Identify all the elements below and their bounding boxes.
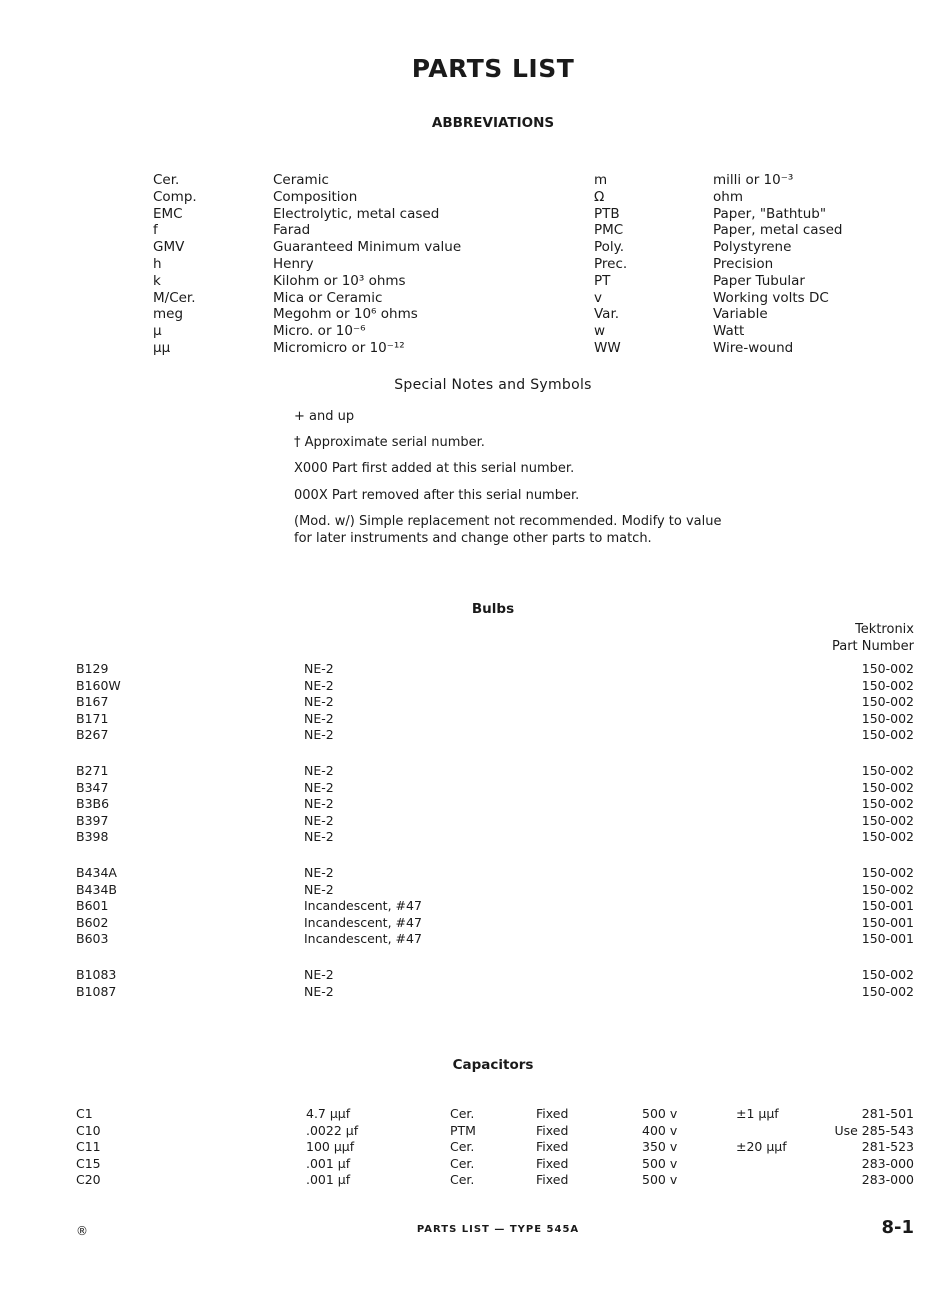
capacitor-part-number: 283-000 [861,1172,914,1188]
page-title: PARTS LIST [411,54,575,83]
bulb-part-number: 150-002 [861,694,914,709]
bulb-row [76,898,914,915]
column-header-part-number: Part Number [831,639,914,654]
capacitor-mode: Fixed [536,1155,569,1171]
special-notes-heading: Special Notes and Symbols [394,377,592,393]
bulb-row [76,711,914,728]
capacitor-mode: Fixed [536,1139,569,1155]
abbreviation-meaning: Variable [713,306,768,323]
note-mod-line-2: for later instruments and change other parts to match. [294,531,652,546]
capacitor-volts: 500 v [642,1106,678,1121]
abbreviation-meaning: Megohm or 10⁶ ohms [273,306,418,323]
page-number: 8-1 [881,1217,914,1238]
abbreviation-meaning: milli or 10⁻³ [713,172,794,188]
bulb-description: NE-2 [304,763,334,778]
note-part-added: X000 Part first added at this serial number. [294,461,575,476]
capacitor-mode: Fixed [536,1172,569,1188]
capacitor-value: .001 µf [306,1172,351,1188]
abbreviation-meaning: Electrolytic, metal cased [273,205,440,222]
bulb-ref: B603 [76,931,109,946]
bulb-row [76,763,914,780]
capacitor-mode: Fixed [536,1122,569,1138]
abbreviation-meaning: Henry [273,256,314,272]
bulb-row [76,865,914,882]
bulb-description: NE-2 [304,677,334,693]
abbreviation-term: PMC [594,222,624,239]
capacitor-row [76,1139,914,1156]
abbreviation-meaning: ohm [713,188,743,205]
bulb-ref: B3B6 [76,796,110,811]
bulb-description: Incandescent, #47 [304,898,422,913]
bulb-part-number: 150-002 [861,763,914,778]
footer-title: PARTS LIST — TYPE 545A [416,1224,580,1235]
abbreviation-meaning: Composition [273,188,358,205]
abbreviation-meaning: Working volts DC [713,289,829,306]
bulb-row [76,661,914,678]
abbreviation-term: w [594,323,606,340]
bulb-row [76,694,914,711]
abbreviation-meaning: Paper Tubular [713,272,805,289]
abbreviation-meaning: Guaranteed Minimum value [273,239,462,256]
bulb-row [76,984,914,1001]
bulb-description: NE-2 [304,779,334,795]
capacitor-tolerance: ±20 µµf [736,1139,787,1155]
bulb-description: NE-2 [304,796,334,811]
capacitor-row [76,1106,914,1123]
abbreviation-term: Ω [594,188,605,205]
note-mod-line-1: (Mod. w/) Simple replacement not recommended. Modify to value [294,514,722,529]
bulb-description: NE-2 [304,983,334,999]
note-approx-serial: † Approximate serial number. [294,435,485,450]
capacitor-part-number: 283-000 [861,1155,914,1171]
abbreviation-term: PT [594,272,611,289]
capacitor-row [76,1156,914,1173]
abbreviation-meaning: Paper, metal cased [713,222,843,239]
footer-mark: ® [76,1224,88,1238]
capacitor-type: PTM [450,1122,476,1138]
abbreviation-term: µµ [153,340,171,356]
bulb-ref: B434B [76,881,118,897]
bulb-part-number: 150-001 [861,931,914,946]
capacitor-ref: C1 [76,1106,93,1121]
capacitor-part-number: Use 285-543 [834,1122,914,1138]
capacitor-part-number: 281-501 [861,1106,914,1121]
capacitor-volts: 350 v [642,1139,678,1155]
capacitor-type: Cer. [450,1139,475,1155]
capacitor-mode: Fixed [536,1106,569,1121]
bulb-ref: B602 [76,914,109,930]
abbreviations-heading: ABBREVIATIONS [431,115,555,131]
capacitor-volts: 500 v [642,1172,678,1188]
capacitor-type: Cer. [450,1155,475,1171]
bulbs-heading: Bulbs [471,601,515,617]
bulb-ref: B167 [76,694,109,709]
bulb-description: NE-2 [304,829,334,844]
capacitor-part-number: 281-523 [861,1139,914,1155]
capacitor-volts: 500 v [642,1155,678,1171]
bulb-ref: B1083 [76,967,117,982]
capacitor-value: 4.7 µµf [306,1106,351,1121]
note-part-removed: 000X Part removed after this serial number. [294,488,580,503]
bulb-ref: B160W [76,677,121,693]
bulb-description: NE-2 [304,967,334,982]
capacitor-row [76,1172,914,1189]
bulb-part-number: 150-002 [861,677,914,693]
note-and-up: + and up [294,409,355,424]
bulb-ref: B267 [76,727,109,742]
bulb-description: NE-2 [304,710,334,726]
bulb-row [76,813,914,830]
abbreviation-term: Cer. [153,172,180,188]
bulb-row [76,967,914,984]
bulb-description: NE-2 [304,881,334,897]
abbreviation-term: Poly. [594,239,625,256]
abbreviation-meaning: Micro. or 10⁻⁶ [273,323,366,340]
abbreviation-term: v [594,289,602,306]
abbreviation-meaning: Kilohm or 10³ ohms [273,272,406,289]
abbreviation-meaning: Ceramic [273,172,329,188]
bulb-ref: B398 [76,829,109,844]
abbreviation-term: h [153,256,162,272]
bulb-part-number: 150-002 [861,812,914,828]
bulb-description: NE-2 [304,694,334,709]
bulb-description: Incandescent, #47 [304,914,422,930]
abbreviation-term: Prec. [594,256,628,272]
capacitor-value: .0022 µf [306,1122,359,1138]
capacitor-ref: C20 [76,1172,101,1188]
abbreviation-term: GMV [153,239,185,256]
bulb-part-number: 150-002 [861,796,914,811]
abbreviation-term: f [153,222,158,239]
bulb-ref: B347 [76,779,109,795]
abbreviation-meaning: Micromicro or 10⁻¹² [273,340,405,356]
bulb-part-number: 150-002 [861,710,914,726]
abbreviation-term: m [594,172,608,188]
abbreviation-meaning: Wire-wound [713,340,794,356]
capacitor-type: Cer. [450,1172,475,1188]
abbreviation-term: EMC [153,205,183,222]
abbreviation-term: PTB [594,205,620,222]
bulb-row [76,882,914,899]
bulb-description: NE-2 [304,865,334,880]
bulb-row [76,796,914,813]
bulb-description: NE-2 [304,661,334,676]
abbreviation-meaning: Farad [273,222,311,239]
bulb-row [76,915,914,932]
bulb-row [76,829,914,846]
capacitor-ref: C10 [76,1122,101,1138]
abbreviation-meaning: Precision [713,256,774,272]
bulb-description: Incandescent, #47 [304,931,422,946]
bulb-part-number: 150-001 [861,898,914,913]
bulb-ref: B271 [76,763,109,778]
bulb-part-number: 150-002 [861,779,914,795]
abbreviation-meaning: Watt [713,323,745,340]
bulb-row [76,780,914,797]
bulb-part-number: 150-002 [861,829,914,844]
abbreviation-term: meg [153,306,184,323]
bulb-ref: B171 [76,710,109,726]
bulb-row [76,931,914,948]
bulb-part-number: 150-002 [861,661,914,676]
abbreviation-meaning: Polystyrene [713,239,792,256]
bulb-part-number: 150-002 [861,881,914,897]
abbreviation-term: Var. [594,306,620,323]
abbreviation-term: k [153,272,161,289]
capacitors-heading: Capacitors [452,1057,534,1073]
abbreviation-term: WW [594,340,621,356]
capacitor-tolerance: ±1 µµf [736,1106,779,1121]
bulb-description: NE-2 [304,812,334,828]
capacitor-ref: C15 [76,1155,101,1171]
bulb-part-number: 150-001 [861,914,914,930]
capacitor-ref: C11 [76,1139,101,1155]
abbreviation-meaning: Paper, "Bathtub" [713,205,827,222]
bulb-ref: B601 [76,898,109,913]
capacitor-row [76,1123,914,1140]
bulb-ref: B1087 [76,983,117,999]
abbreviation-meaning: Mica or Ceramic [273,289,383,306]
abbreviation-term: Comp. [153,188,197,205]
bulb-ref: B434A [76,865,117,880]
capacitor-volts: 400 v [642,1122,678,1138]
bulb-ref: B397 [76,812,109,828]
bulb-part-number: 150-002 [861,983,914,999]
column-header-tektronix: Tektronix [855,622,914,637]
bulb-row [76,678,914,695]
bulb-part-number: 150-002 [861,727,914,742]
capacitor-value: .001 µf [306,1155,351,1171]
bulb-part-number: 150-002 [861,967,914,982]
bulb-part-number: 150-002 [861,865,914,880]
bulb-row [76,727,914,744]
abbreviation-term: M/Cer. [153,289,196,306]
capacitor-value: 100 µµf [306,1139,355,1155]
bulb-ref: B129 [76,661,109,676]
bulb-description: NE-2 [304,727,334,742]
capacitor-type: Cer. [450,1106,475,1121]
abbreviation-term: µ [153,323,162,340]
